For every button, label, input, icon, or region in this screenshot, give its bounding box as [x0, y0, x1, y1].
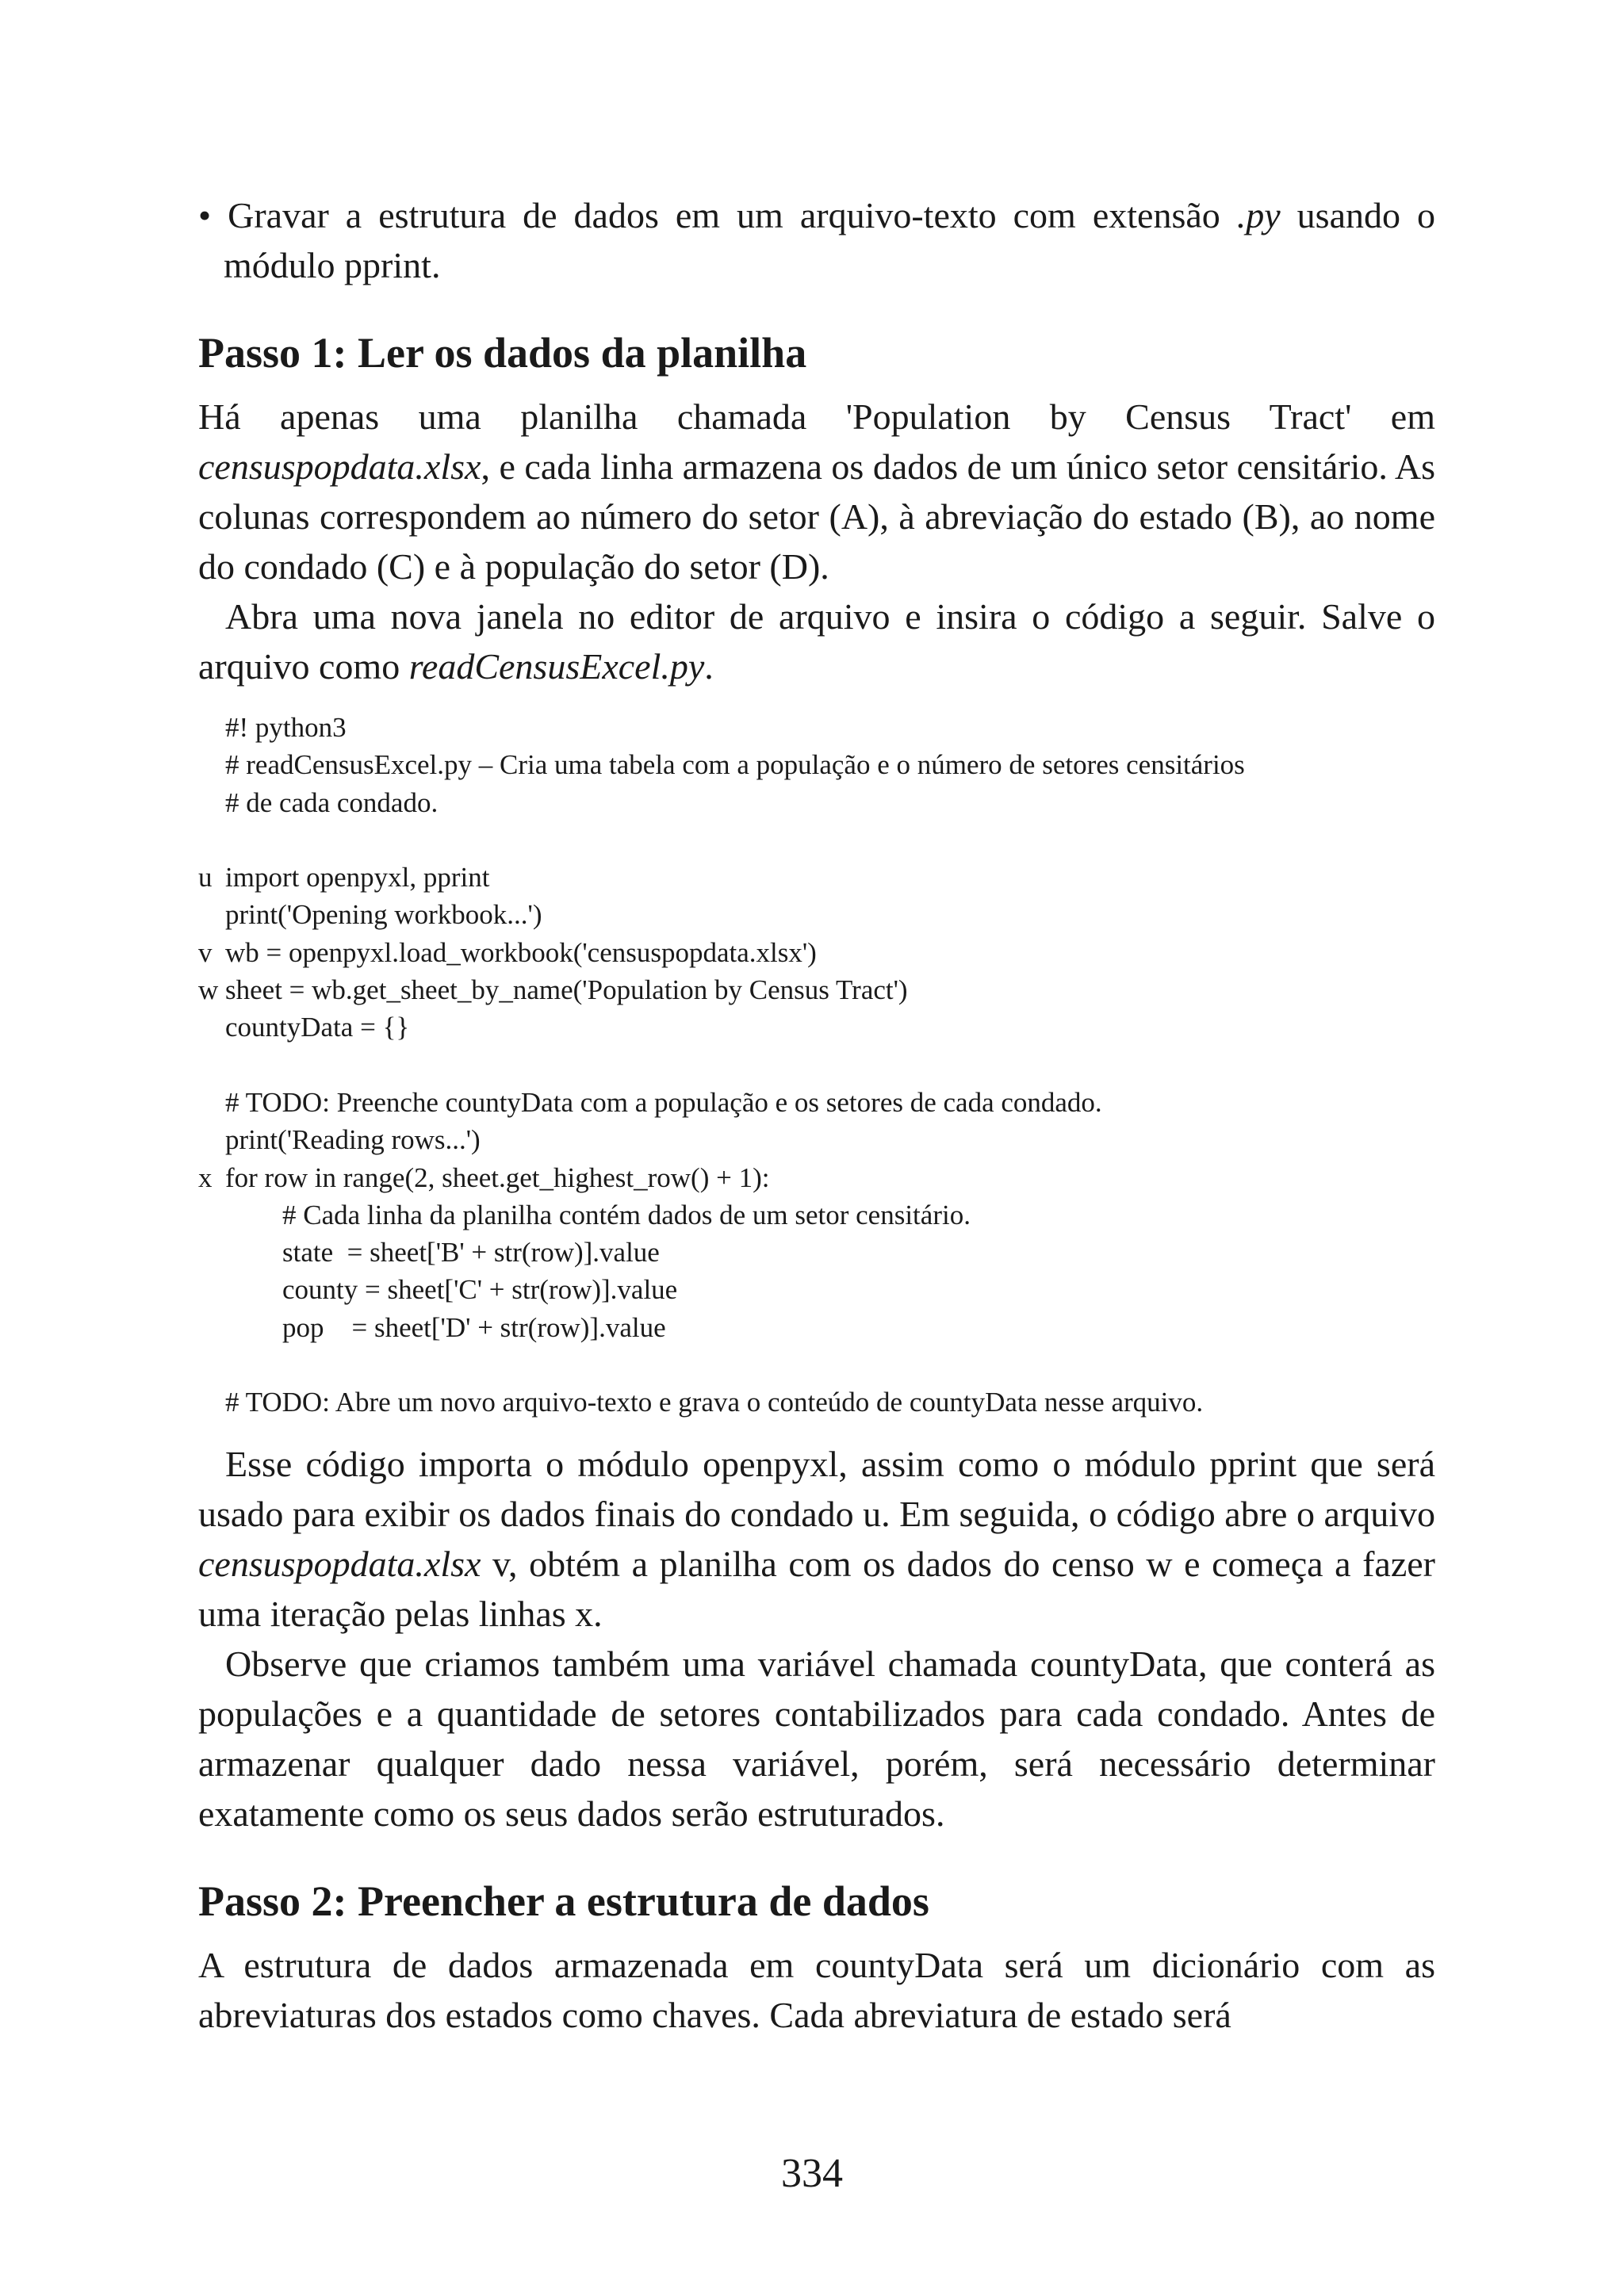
step1-p2-post: .: [704, 646, 714, 687]
code-line: [198, 821, 1435, 859]
step1-p1-pre: Há apenas uma planilha chamada 'Population by Census Tract' em: [198, 396, 1435, 437]
explain-p1-a: Esse código importa o módulo openpyxl, assim como o módulo pprint que será usado para exibir os dados finais do condado u. Em seguida, o código abre o arquivo: [198, 1443, 1435, 1534]
code-marker: x: [198, 1161, 213, 1193]
code-line: [198, 1346, 1435, 1383]
code-line: [198, 971, 1435, 1008]
code-line: [198, 1271, 1435, 1308]
step1-p2-filename: readCensusExcel.py: [408, 646, 705, 687]
code-text: state = sheet['B' + str(row)].value: [282, 1237, 660, 1269]
code-line: [198, 709, 1435, 746]
step1-paragraph-2: [198, 591, 1435, 691]
code-listing: [198, 709, 1435, 1422]
explain-p1-b: v, obtém a planilha com os dados do censo w e começa a fazer uma iteração pelas linhas x.: [198, 1543, 1435, 1634]
code-text: # TODO: Preenche countyData com a população e os setores de cada condado.: [225, 1086, 1102, 1118]
bullet-text-pre: Gravar a estrutura de dados em um arquivo-texto com extensão: [228, 195, 1237, 235]
explain-p1-filename: censuspopdata.xlsx: [198, 1543, 481, 1584]
bullet-extension: .py: [1236, 195, 1281, 235]
step1-p2-pre: Abra uma nova janela no editor de arquivo e insira o código a seguir. Salve o arquivo como: [198, 596, 1435, 687]
code-marker: w: [198, 974, 219, 1006]
code-text: for row in range(2, sheet.get_highest_row() + 1):: [225, 1161, 770, 1193]
step1-p1-filename: censuspopdata.xlsx: [198, 446, 481, 487]
code-text: print('Opening workbook...'): [225, 899, 542, 931]
code-line: [198, 1121, 1435, 1158]
code-text: wb = openpyxl.load_workbook('censuspopdata.xlsx'): [225, 936, 817, 968]
code-text: county = sheet['C' + str(row)].value: [282, 1274, 678, 1306]
code-line: [198, 1234, 1435, 1271]
code-line: [198, 1159, 1435, 1196]
code-text: pop = sheet['D' + str(row)].value: [282, 1311, 666, 1343]
code-line: [198, 1008, 1435, 1046]
step1-p1-post: , e cada linha armazena os dados de um único setor censitário. As colunas correspondem ao número do setor (A), à abreviação do estado (B), ao nome do condado (C) e à população do setor (D).: [198, 446, 1435, 587]
code-text: # de cada condado.: [225, 786, 439, 818]
code-line: [198, 1047, 1435, 1084]
code-line: [198, 859, 1435, 896]
code-line: [198, 1196, 1435, 1234]
step1-heading: Passo 1: Ler os dados da planilha: [198, 329, 807, 377]
explain-paragraph-1: [198, 1439, 1435, 1639]
code-line: [198, 934, 1435, 971]
code-marker: v: [198, 936, 213, 968]
code-text: countyData = {}: [225, 1012, 410, 1043]
code-text: print('Reading rows...'): [225, 1124, 481, 1156]
step1-paragraph-1: [198, 392, 1435, 591]
page-body: [198, 190, 1435, 2040]
code-line: [198, 1084, 1435, 1121]
code-line: [198, 746, 1435, 783]
bullet-marker: •: [198, 195, 212, 235]
bullet-text-post: usando o módulo pprint.: [224, 195, 1435, 285]
code-line: [198, 784, 1435, 821]
explain-paragraph-2: Observe que criamos também uma variável chamada countyData, que conterá as populações e a quantidade de setores contabilizados para cada condado. Antes de armazenar qualquer dado nessa variável, porém, será necessário determinar exatamente como os seus dados serão estruturados.: [198, 1643, 1435, 1834]
code-text: import openpyxl, pprint: [225, 862, 490, 894]
code-text: # Cada linha da planilha contém dados de um setor censitário.: [282, 1199, 971, 1230]
step2-paragraph-1: A estrutura de dados armazenada em countyData será um dicionário com as abreviaturas dos estados como chaves. Cada abreviatura de estado será: [198, 1944, 1435, 2035]
code-text: sheet = wb.get_sheet_by_name('Population by Census Tract'): [225, 974, 908, 1006]
code-line: [198, 1383, 1435, 1421]
step2-heading: Passo 2: Preencher a estrutura de dados: [198, 1877, 929, 1925]
code-marker: u: [198, 862, 213, 894]
intro-bullet: [198, 190, 1435, 290]
code-line: [198, 1309, 1435, 1346]
code-text: # TODO: Abre um novo arquivo-texto e grava o conteúdo de countyData nesse arquivo.: [225, 1387, 1204, 1418]
code-text: # readCensusExcel.py – Cria uma tabela com a população e o número de setores censitários: [225, 749, 1245, 781]
code-text: #! python3: [225, 712, 347, 743]
page-number: 334: [781, 2151, 843, 2196]
code-line: [198, 896, 1435, 933]
